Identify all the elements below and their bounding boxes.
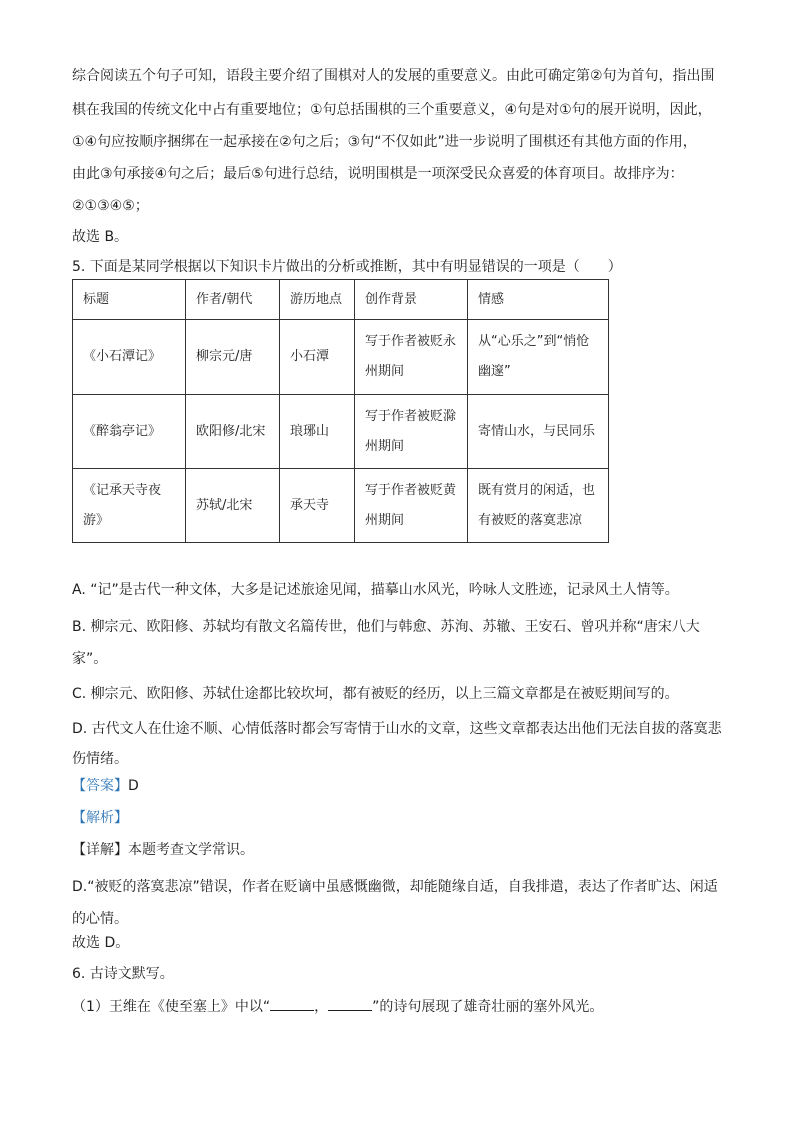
- detail-line: [72, 840, 254, 860]
- table-cell: 欧阳修/北宋: [186, 395, 280, 469]
- table-header: 标题: [73, 280, 186, 320]
- table-cell: 小石潭: [280, 320, 355, 395]
- detail-text: 本题考查文学常识。: [128, 842, 254, 858]
- line-5: ②①③④⑤；: [72, 198, 149, 214]
- table-cell: 写于作者被贬黄州期间: [355, 469, 468, 543]
- table-cell: 柳宗元/唐: [186, 320, 280, 395]
- table-row: [73, 469, 609, 543]
- table-cell: 写于作者被贬滁州期间: [355, 395, 468, 469]
- table-cell: 写于作者被贬永州期间: [355, 320, 468, 395]
- fill-blank-1[interactable]: [270, 996, 314, 1011]
- answer-value: D: [128, 778, 139, 794]
- detail-tag: 【详解】: [72, 842, 128, 858]
- option-c: C. 柳宗元、欧阳修、苏轼仕途都比较坎坷，都有被贬的经历，以上三篇文章都是在被贬期间写的。: [72, 686, 679, 702]
- table-header-row: [73, 280, 609, 320]
- table-cell: 《记承天寺夜游》: [73, 469, 186, 543]
- table-row: [73, 395, 609, 469]
- table-header: 创作背景: [355, 280, 468, 320]
- fill-blank-2[interactable]: [328, 996, 372, 1011]
- line-4: 由此③句承接④句之后；最后⑤句进行总结，说明围棋是一项深受民众喜爱的体育项目。故排序为：: [72, 166, 684, 182]
- choose-line: 故选 D。: [72, 935, 130, 951]
- question-6-sub-1: [72, 996, 603, 1017]
- option-b: B. 柳宗元、欧阳修、苏轼均有散文名篇传世，他们与韩愈、苏洵、苏辙、王安石、曾巩并称“唐宋八大家”。: [72, 619, 700, 667]
- table-cell: 既有赏月的闲适，也有被贬的落寞悲凉: [468, 469, 609, 543]
- analysis-tag: 【解析】: [72, 810, 128, 826]
- answer-line: [72, 776, 139, 796]
- table-cell: 《小石潭记》: [73, 320, 186, 395]
- table-cell: 琅琊山: [280, 395, 355, 469]
- table-cell: 苏轼/北宋: [186, 469, 280, 543]
- explanation: D.“被贬的落寞悲凉”错误，作者在贬谪中虽感慨幽微，却能随缘自适，自我排遣，表达了作者旷达、闲适的心情。: [72, 879, 718, 927]
- table-cell: 从“心乐之”到“悄怆幽邃”: [468, 320, 609, 395]
- table-cell: 寄情山水，与民同乐: [468, 395, 609, 469]
- line-1: 综合阅读五个句子可知，语段主要介绍了围棋对人的发展的重要意义。由此可确定第②句为首句，指出围: [72, 68, 715, 84]
- option-a: A. “记”是古代一种文体，大多是记述旅途见闻，描摹山水风光，吟咏人文胜迹，记录风土人情等。: [72, 582, 679, 598]
- knowledge-card-table: [72, 279, 609, 543]
- table-header: 作者/朝代: [186, 280, 280, 320]
- option-d: D. 古代文人在仕途不顺、心情低落时都会写寄情于山水的文章，这些文章都表达出他们无法自拔的落寞悲伤情绪。: [72, 721, 722, 767]
- line-6: 故选 B。: [72, 229, 129, 245]
- sub1-tail: ”的诗句展现了雄奇壮丽的塞外风光。: [372, 999, 604, 1015]
- sub1-lead: （1）王维在《使至塞上》中以“: [72, 999, 271, 1015]
- sub1-separator: ，: [314, 999, 329, 1015]
- table-row: [73, 320, 609, 395]
- table-cell: 承天寺: [280, 469, 355, 543]
- question-6-stem: 6. 古诗文默写。: [72, 966, 174, 982]
- answer-tag: 【答案】: [72, 778, 128, 794]
- table-header: 游历地点: [280, 280, 355, 320]
- table-header: 情感: [468, 280, 609, 320]
- line-2: 棋在我国的传统文化中占有重要地位；①句总括围棋的三个重要意义，④句是对①句的展开说明，因此，: [72, 102, 712, 118]
- table-cell: 《醉翁亭记》: [73, 395, 186, 469]
- question-5-stem: 5. 下面是某同学根据以下知识卡片做出的分析或推断，其中有明显错误的一项是（ ）: [72, 259, 622, 275]
- line-3: ①④句应按顺序捆绑在一起承接在②句之后；③句“不仅如此”进一步说明了围棋还有其他方面的作用，: [72, 134, 697, 150]
